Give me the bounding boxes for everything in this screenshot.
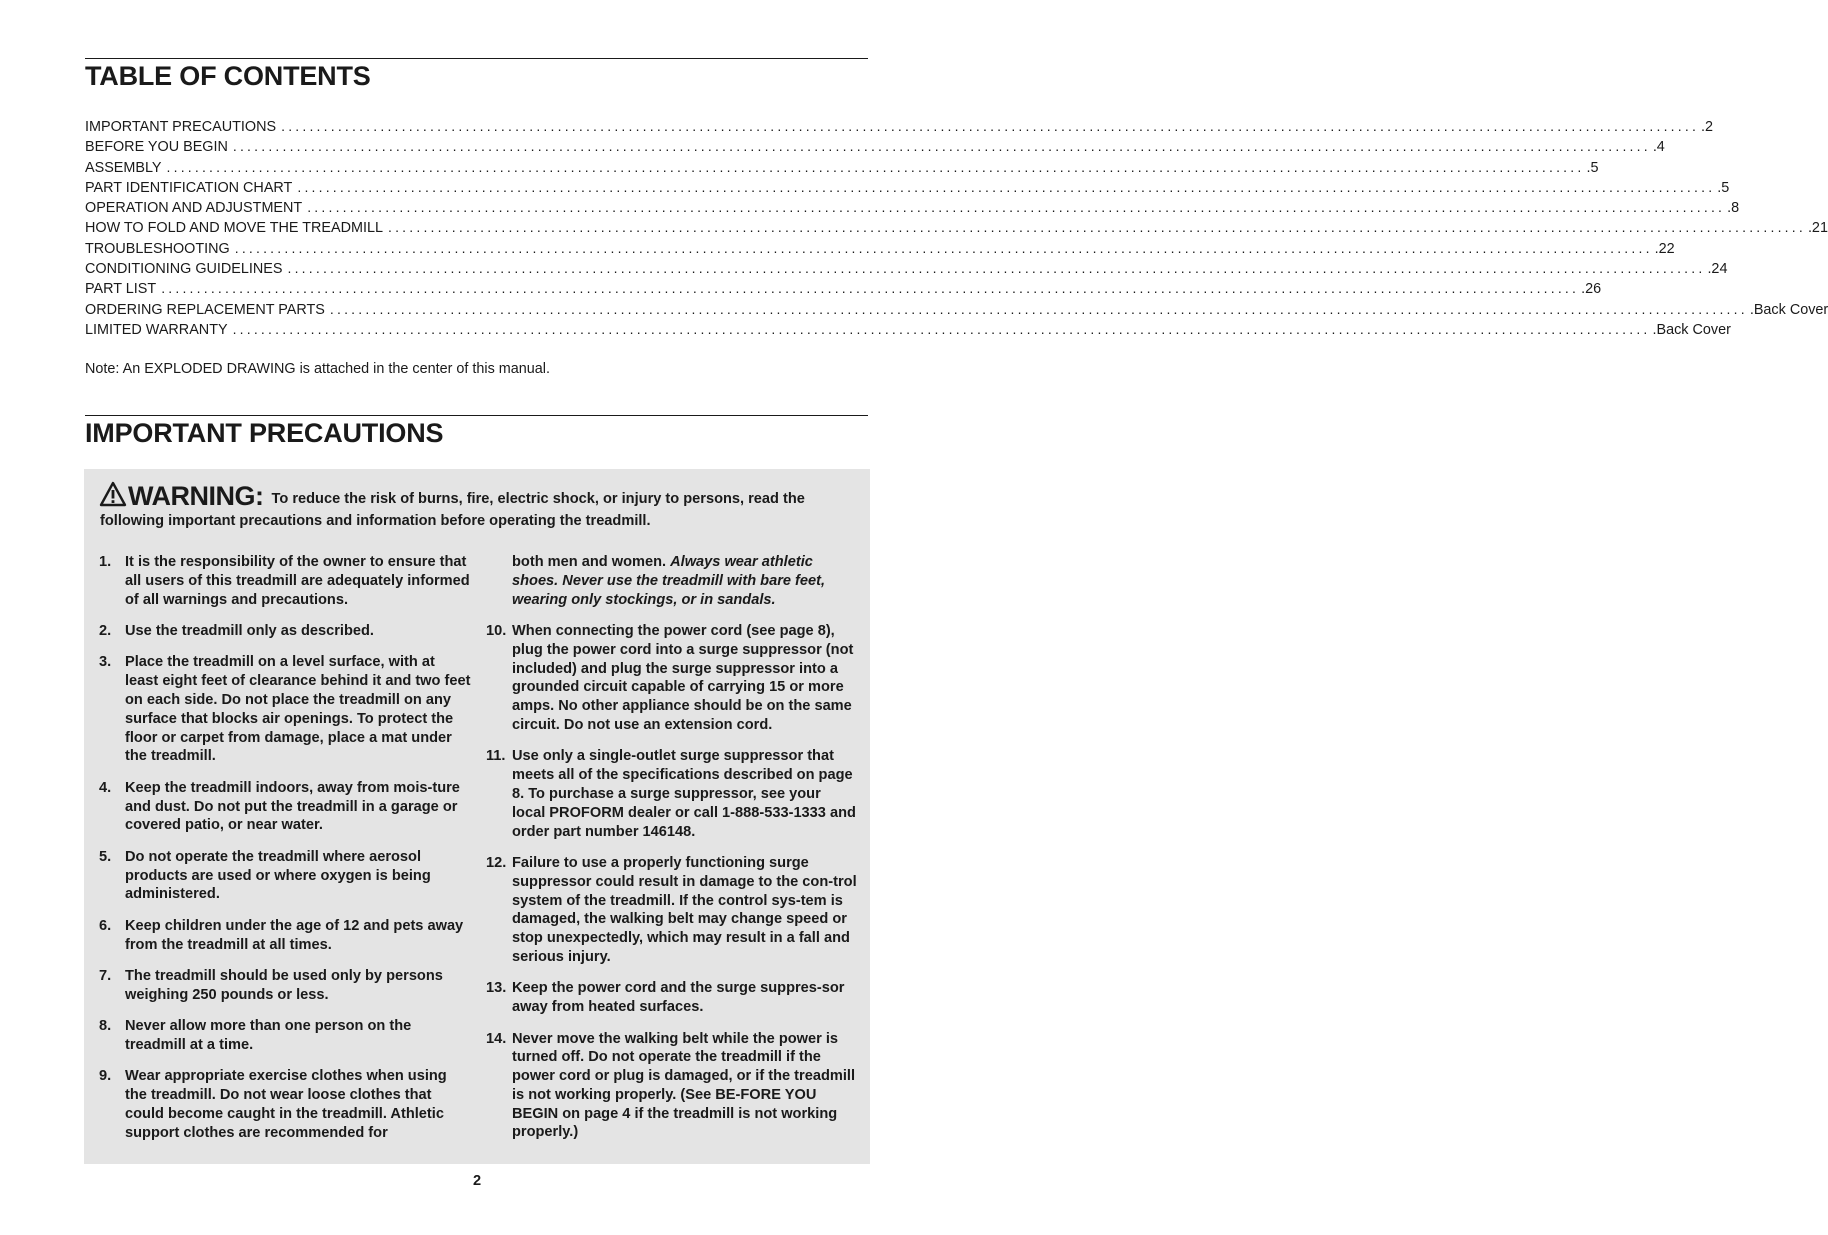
toc-entry-page: .24 — [1707, 261, 1728, 278]
item-number: 10. — [486, 622, 507, 639]
toc-entry[interactable] — [85, 278, 1602, 298]
item-number: 2. — [99, 622, 112, 639]
toc-entry[interactable] — [85, 319, 1731, 339]
toc-entry-page: .Back Cover — [1652, 321, 1731, 338]
toc-leader-dots: ........................................................................................................................................................................................................ — [297, 178, 1716, 195]
toc-entry[interactable] — [85, 177, 1730, 197]
warning-word: WARNING: — [128, 481, 264, 511]
toc-entry-label: OPERATION AND ADJUSTMENT — [85, 200, 303, 217]
item-italic-text: Always wear athletic shoes. Never use the treadmill with bare feet, wearing only stockings, or in sandals. — [512, 554, 826, 608]
toc-entry-page: .2 — [1701, 119, 1714, 135]
item-number: 12. — [486, 854, 507, 871]
toc-entry-page: .5 — [1586, 159, 1599, 176]
item-text: Never move the walking belt while the power is turned off. Do not operate the treadmill if the power cord or plug is damaged, or if the treadmill is not working properly. (See BE-FORE YOU BEGIN on page 4 if the treadmill is not working properly.) — [512, 1030, 856, 1141]
item-text: Keep the power cord and the surge suppres-sor away from heated surfaces. — [512, 980, 845, 1016]
toc-entry-page: .26 — [1581, 281, 1602, 298]
item-number: 14. — [486, 1030, 507, 1047]
toc-entry-page: .22 — [1654, 240, 1675, 257]
toc-top-rule — [85, 58, 868, 59]
list-item — [99, 553, 471, 609]
item-text: Wear appropriate exercise clothes when using the treadmill. Do not wear loose clothes that could become caught in the treadmill. Athletic support clothes are recommended for — [125, 1068, 447, 1141]
list-item — [99, 967, 471, 1005]
item-text: When connecting the power cord (see page 8), plug the power cord into a surge suppressor (not included) and plug the surge suppressor into a grounded circuit capable of carrying 15 or more amps. No other appliance should be on the same circuit. Do not use an extension cord. — [512, 622, 854, 733]
toc-entry[interactable] — [85, 258, 1728, 278]
toc-entry-label: LIMITED WARRANTY — [85, 321, 228, 338]
precautions-title: IMPORTANT PRECAUTIONS — [85, 418, 444, 448]
toc-entry[interactable] — [85, 217, 1828, 237]
item-number: 9. — [99, 1068, 112, 1085]
item-text: Do not operate the treadmill where aerosol products are used or where oxygen is being administered. — [125, 848, 431, 903]
toc-leader-dots: ........................................................................................................................................................................................................ — [166, 158, 1585, 175]
toc-leader-dots: ........................................................................................................................................................................................................ — [329, 300, 1748, 317]
item-text: Place the treadmill on a level surface, with at least eight feet of clearance behind it and two feet on each side. Do not place the treadmill on any surface that blocks air openings. To protect the floor or carpet from damage, place a mat under the treadmill. — [125, 654, 471, 765]
item-text: Keep the treadmill indoors, away from mois-ture and dust. Do not put the treadmill in a garage or covered patio, or near water. — [125, 779, 460, 834]
list-item — [486, 979, 858, 1017]
list-item — [99, 917, 471, 955]
toc-entry-label: PART IDENTIFICATION CHART — [85, 179, 293, 196]
toc-entry[interactable] — [85, 116, 1714, 136]
toc-entry-label: ASSEMBLY — [85, 159, 162, 176]
toc-entry[interactable] — [85, 197, 1740, 217]
toc-entry-page: .21 — [1807, 220, 1828, 237]
item-text: Failure to use a properly functioning surge suppressor could result in damage to the con-trol system of the treadmill. If the control sys-tem is damaged, the walking belt may change speed or stop unexpectedly, which may result in a fall and serious injury. — [512, 854, 857, 965]
list-item — [486, 1030, 858, 1143]
toc-entry[interactable] — [85, 238, 1675, 258]
exploded-drawing-note: Note: An EXPLODED DRAWING is attached in the center of this manual. — [85, 361, 550, 377]
toc-leader-dots: ........................................................................................................................................................................................................ — [161, 280, 1580, 297]
item-text: It is the responsibility of the owner to ensure that all users of this treadmill are adequately informed of all warnings and precautions. — [125, 554, 470, 608]
toc-leader-dots: ........................................................................................................................................................................................................ — [281, 118, 1700, 134]
toc-entry-label: IMPORTANT PRECAUTIONS — [85, 119, 277, 135]
toc-entry-label: BEFORE YOU BEGIN — [85, 139, 228, 156]
toc-leader-dots: ........................................................................................................................................................................................................ — [232, 138, 1651, 155]
toc-leader-dots: ........................................................................................................................................................................................................ — [307, 199, 1726, 216]
toc-leader-dots: ........................................................................................................................................................................................................ — [232, 320, 1651, 337]
list-item-continuation — [486, 553, 858, 609]
precautions-right-column — [486, 553, 858, 1155]
list-item — [99, 1067, 471, 1142]
toc-entry[interactable] — [85, 136, 1665, 156]
warning-block — [100, 482, 860, 531]
precautions-left-column — [99, 553, 471, 1155]
item-text: Never allow more than one person on the treadmill at a time. — [125, 1018, 412, 1053]
item-number: 7. — [99, 967, 112, 984]
toc-entry-page: .4 — [1652, 139, 1665, 156]
item-number: 6. — [99, 917, 112, 934]
toc-entry-label: ORDERING REPLACEMENT PARTS — [85, 301, 325, 318]
item-number: 13. — [486, 980, 507, 997]
toc-title: TABLE OF CONTENTS — [85, 61, 371, 91]
toc-entry[interactable] — [85, 299, 1828, 319]
toc-entry[interactable] — [85, 157, 1599, 177]
warning-triangle-icon — [100, 482, 126, 512]
list-item — [486, 622, 858, 735]
toc-entry-page: .Back Cover — [1749, 301, 1828, 318]
item-text: Use the treadmill only as described. — [125, 622, 374, 639]
item-number: 3. — [99, 654, 112, 671]
list-item — [99, 1017, 471, 1055]
item-text: both men and women. — [512, 554, 667, 570]
item-text: The treadmill should be used only by persons weighing 250 pounds or less. — [125, 967, 443, 1003]
list-item — [99, 848, 471, 904]
toc-entry-label: PART LIST — [85, 281, 157, 298]
toc-entry-label: CONDITIONING GUIDELINES — [85, 261, 283, 278]
list-item — [99, 779, 471, 835]
list-item — [486, 854, 858, 967]
item-number: 4. — [99, 779, 112, 796]
item-number: 11. — [486, 748, 506, 765]
item-text: Use only a single-outlet surge suppressor that meets all of the specifications described on page 8. To purchase a surge suppressor, see your local PROFORM dealer or call 1-888-533-1333 and order part number 146148. — [512, 748, 856, 840]
item-number: 1. — [99, 554, 112, 570]
list-item — [99, 653, 471, 766]
warning-text: To reduce the risk of burns, fire, electric shock, or injury to persons, read the following important precautions and information before operating the treadmill. — [100, 491, 805, 529]
toc-leader-dots: ........................................................................................................................................................................................................ — [388, 219, 1806, 236]
toc-entry-page: .5 — [1717, 179, 1730, 196]
item-text: Keep children under the age of 12 and pets away from the treadmill at all times. — [125, 917, 464, 953]
item-number: 8. — [99, 1018, 112, 1035]
item-number: 5. — [99, 848, 112, 865]
toc-list — [85, 116, 1828, 339]
page-number: 2 — [472, 1173, 482, 1189]
list-item — [486, 747, 858, 841]
list-item — [99, 622, 471, 641]
precautions-top-rule — [85, 415, 868, 416]
toc-leader-dots: ........................................................................................................................................................................................................ — [287, 260, 1706, 277]
toc-leader-dots: ........................................................................................................................................................................................................ — [234, 239, 1653, 256]
toc-entry-label: TROUBLESHOOTING — [85, 240, 230, 257]
toc-entry-label: HOW TO FOLD AND MOVE THE TREADMILL — [85, 220, 383, 237]
toc-entry-page: .8 — [1727, 200, 1740, 217]
